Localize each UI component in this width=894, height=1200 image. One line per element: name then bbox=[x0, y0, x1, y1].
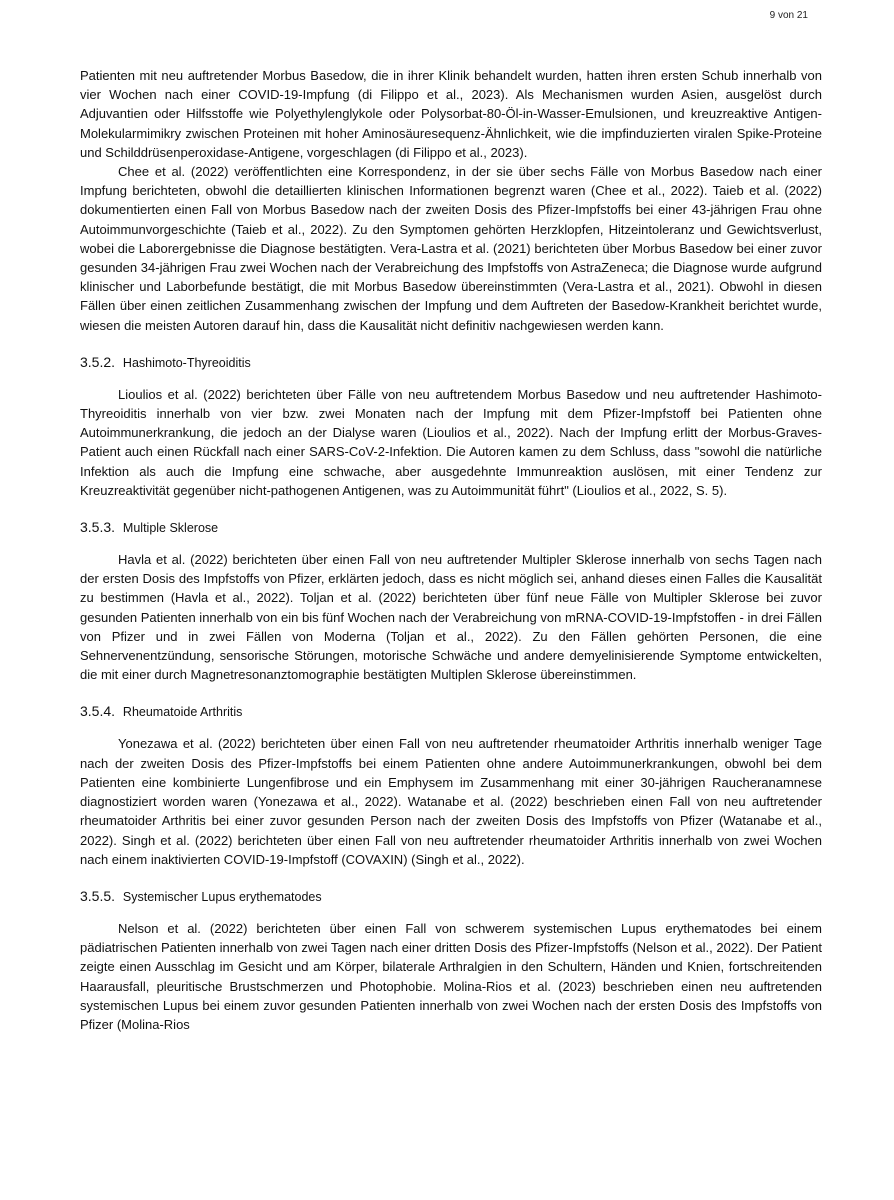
document-body bbox=[80, 66, 822, 1034]
page-number: 9 von 21 bbox=[769, 10, 808, 21]
section-heading-lupus bbox=[80, 886, 822, 907]
section-number: 3.5.2. bbox=[80, 353, 116, 370]
section-heading-rheumatoide-arthritis bbox=[80, 701, 822, 722]
section-title: Systemischer Lupus erythematodes bbox=[122, 889, 322, 904]
paragraph: Havla et al. (2022) berichteten über einen Fall von neu auftretender Multipler Sklerose innerhalb von sechs Tagen nach der ersten Dosis des Impfstoffs von Pfizer, erklärten jedoch, dass es nicht möglich sei, anhand dieses einen Falles die Kausalität zu bestimmen (Havla et al., 2022). Toljan et al. (2022) berichteten über fünf neue Fälle von Multipler Sklerose bei zuvor gesunden Patienten innerhalb von ein bis fünf Wochen nach der Verabreichung von mRNA-COVID-19-Impfstoffen - in drei Fällen von Pfizer und in zwei Fällen von Moderna (Toljan et al., 2022). Zu den Fällen gehörten Personen, die eine Sehnervenentzündung, sensorische Störungen, motorische Schwäche und andere demyelinisierende Symptome entwickelten, die mit einer durch Magnetresonanztomographie bestätigten Multiplen Sklerose übereinstimmen. bbox=[80, 552, 822, 683]
section-title: Hashimoto-Thyreoiditis bbox=[122, 355, 251, 370]
paragraph: Chee et al. (2022) veröffentlichten eine Korrespondenz, in der sie über sechs Fälle von Morbus Basedow nach einer Impfung berichteten, obwohl die detaillierten klinischen Informationen begrenzt waren (Chee et al., 2022). Taieb et al. (2022) dokumentierten einen Fall von Morbus Basedow nach der zweiten Dosis des Pfizer-Impfstoffs bei einer 43-jährigen Frau ohne Autoimmunvorgeschichte (Taieb et al., 2022). Zu den Symptomen gehörten Herzklopfen, Hitzeintoleranz und Gewichtsverlust, wobei die Laborergebnisse die Diagnose bestätigten. Vera-Lastra et al. (2021) berichteten über Morbus Basedow bei einer zuvor gesunden 34-jährigen Frau zwei Wochen nach der Verabreichung des Impfstoffs von AstraZeneca; die Diagnose wurde aufgrund klinischer und Laborbefunde bestätigt, die mit Morbus Basedow übereinstimmten (Vera-Lastra et al., 2021). Obwohl in diesen Fällen über einen zeitlichen Zusammenhang zwischen der Impfung und dem Auftreten der Basedow-Krankheit berichtet wurde, wiesen die meisten Autoren darauf hin, dass die Kausalität nicht definitiv nachgewiesen werden kann. bbox=[80, 164, 822, 333]
paragraph: Nelson et al. (2022) berichteten über einen Fall von schwerem systemischen Lupus erythematodes bei einem pädiatrischen Patienten innerhalb von zwei Tagen nach einer dritten Dosis des Pfizer-Impfstoffs (Nelson et al., 2022). Der Patient zeigte einen Ausschlag im Gesicht und am Körper, bilaterale Arthralgien in den Schultern, Händen und Knien, fortschreitenden Haarausfall, pleuritische Brustschmerzen und Photophobie. Molina-Rios et al. (2023) beschrieben einen neu auftretenden systemischen Lupus bei einem zuvor gesunden Patienten innerhalb von zwei Wochen nach der ersten Dosis des Impfstoffs von Pfizer (Molina-Rios bbox=[80, 920, 822, 1032]
paragraph: Patienten mit neu auftretender Morbus Basedow, die in ihrer Klinik behandelt wurden, hatten ihren ersten Schub innerhalb von vier Wochen nach einer COVID-19-Impfung (di Filippo et al., 2023). Als Mechanismen wurden Asien, ausgelöst durch Adjuvantien oder Hilfsstoffe wie Polyethylenglykole oder Polysorbat-80-Öl-in-Wasser-Emulsionen, und kreuzreaktive Antigen-Molekularmimikry zwischen Proteinen mit hoher Aminosäuresequenz-Ähnlichkeit, wie die impfinduzierten viralen Spike-Proteine und Schilddrüsenperoxidase-Antigene, vorgeschlagen (di Filippo et al., 2023). bbox=[80, 68, 822, 160]
section-number: 3.5.4. bbox=[80, 703, 116, 720]
section-number: 3.5.3. bbox=[80, 519, 116, 536]
section-heading-hashimoto bbox=[80, 352, 822, 373]
section-heading-multiple-sklerose bbox=[80, 517, 822, 538]
section-title: Rheumatoide Arthritis bbox=[122, 705, 243, 720]
paragraph: Lioulios et al. (2022) berichteten über Fälle von neu auftretendem Morbus Basedow und neu auftretender Hashimoto-Thyreoiditis innerhalb von vier bzw. zwei Monaten nach der Impfung mit dem Pfizer-Impfstoff bei Patienten ohne Autoimmunerkrankung, die jedoch an der Dialyse waren (Lioulios et al., 2022). Nach der Impfung erlitt der Morbus-Graves-Patient auch einen Rückfall nach einer SARS-CoV-2-Infektion. Die Autoren kamen zu dem Schluss, dass "sowohl die natürliche Infektion als auch die Impfung eine schwache, aber ausgedehnte Immunreaktion auslösen, mit einer Tendenz zur Kreuzreaktivität gegenüber nicht-pathogenen Antigenen, was zu Autoimmunität führt" (Lioulios et al., 2022, S. 5). bbox=[80, 386, 822, 498]
paragraph: Yonezawa et al. (2022) berichteten über einen Fall von neu auftretender rheumatoider Arthritis innerhalb weniger Tage nach der zweiten Dosis des Pfizer-Impfstoffs bei einem Patienten ohne andere Autoimmunerkrankungen, obwohl bei dem Patienten eine kombinierte Lungenfibrose und ein Emphysem im Zusammenhang mit einer 30-jährigen Raucheranamnese diagnostiziert worden waren (Yonezawa et al., 2022). Watanabe et al. (2022) beschrieben einen Fall von neu auftretender rheumatoider Arthritis bei einer zuvor gesunden Person nach der zweiten Dosis des Impfstoffs von Pfizer (Watanabe et al., 2022). Singh et al. (2022) berichteten über einen Fall von neu auftretender rheumatoider Arthritis innerhalb von zwei Wochen nach einem inaktivierten COVID-19-Impfstoff (COVAXIN) (Singh et al., 2022). bbox=[80, 736, 822, 867]
section-number: 3.5.5. bbox=[80, 887, 116, 904]
section-title: Multiple Sklerose bbox=[122, 521, 219, 536]
